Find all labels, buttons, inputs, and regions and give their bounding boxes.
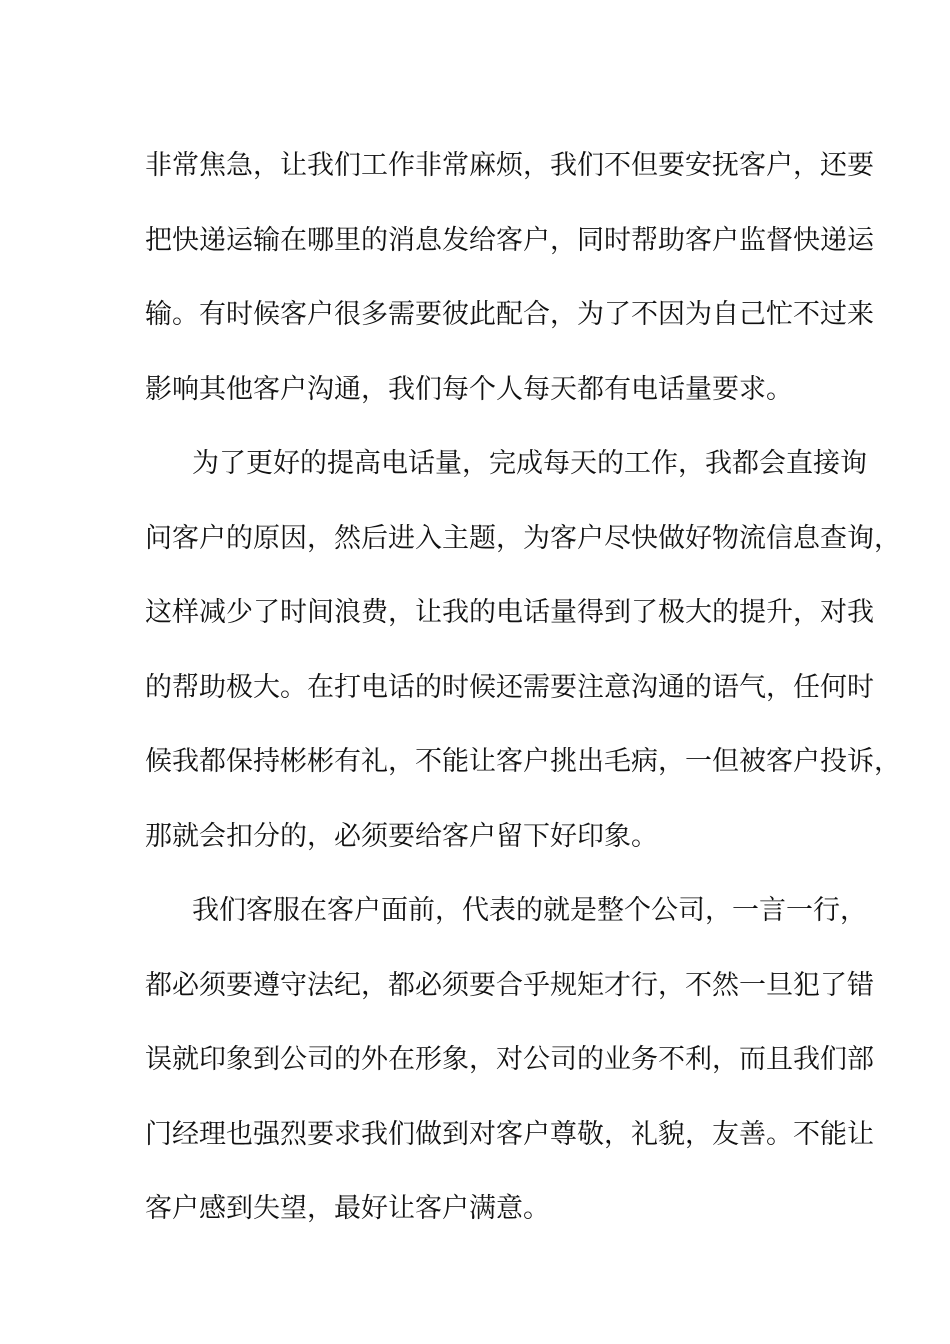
text-line: 非常焦急，让我们工作非常麻烦，我们不但要安抚客户，还要 xyxy=(145,150,874,181)
paragraph-first-line: 我们客服在客户面前，代表的就是整个公司，一言一行， xyxy=(192,895,867,926)
text-line: 候我都保持彬彬有礼，不能让客户挑出毛病，一但被客户投诉， xyxy=(145,746,901,777)
text-line: 那就会扣分的，必须要给客户留下好印象。 xyxy=(145,820,658,852)
text-line: 门经理也强烈要求我们做到对客户尊敬，礼貌，友善。不能让 xyxy=(145,1118,874,1150)
paragraph-first-line: 为了更好的提高电话量，完成每天的工作，我都会直接询 xyxy=(192,448,867,479)
text-line: 问客户的原因，然后进入主题，为客户尽快做好物流信息查询， xyxy=(145,522,901,554)
text-line: 的帮助极大。在打电话的时候还需要注意沟通的语气，任何时 xyxy=(145,671,874,703)
text-line: 把快递运输在哪里的消息发给客户，同时帮助客户监督快递运 xyxy=(145,224,874,256)
text-line: 误就印象到公司的外在形象，对公司的业务不利，而且我们部 xyxy=(145,1044,874,1075)
text-line: 输。有时候客户很多需要彼此配合，为了不因为自己忙不过来 xyxy=(145,299,874,330)
text-line: 这样减少了时间浪费，让我的电话量得到了极大的提升，对我 xyxy=(145,597,874,628)
text-line: 影响其他客户沟通，我们每个人每天都有电话量要求。 xyxy=(145,373,793,405)
text-line: 客户感到失望，最好让客户满意。 xyxy=(145,1193,550,1224)
text-line: 都必须要遵守法纪，都必须要合乎规矩才行，不然一旦犯了错 xyxy=(145,969,874,1001)
body-text xyxy=(145,129,901,1247)
